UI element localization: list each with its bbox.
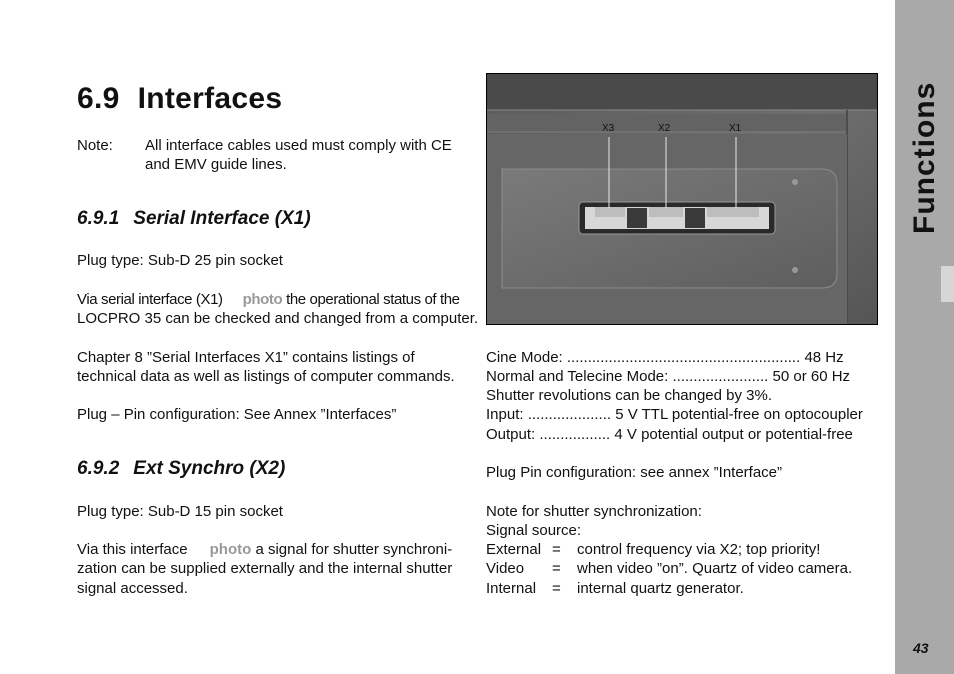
output-row <box>486 425 853 444</box>
source-row <box>486 579 744 598</box>
input-label: Input: .................... <box>486 406 612 423</box>
note-line-1: All interface cables used must comply with CE <box>145 137 452 154</box>
serial-via-post: the operational status of the <box>286 291 460 308</box>
normal-mode-row <box>486 367 850 386</box>
signal-source: Signal source: <box>486 522 582 539</box>
cine-mode-value: 48 Hz <box>804 349 844 366</box>
photo-symbol: photo <box>242 291 283 308</box>
chapter-line-2: technical data as well as listings of computer commands. <box>77 368 455 385</box>
note-sync: Note for shutter synchronization: <box>486 503 702 520</box>
note-line-2: and EMV guide lines. <box>145 156 287 173</box>
interface-panel-illustration <box>487 74 877 324</box>
section-heading <box>77 82 282 116</box>
plug-pin-config: Plug Pin configuration: see annex ”Interface” <box>486 464 783 481</box>
interface-panel-photo <box>486 73 878 325</box>
output-value: 4 V potential output or potential-free <box>614 426 853 443</box>
serial-via-line-2: LOCPRO 35 can be checked and changed from a computer. <box>77 310 479 327</box>
chapter-title: Functions <box>908 81 941 235</box>
source-eq: = <box>552 541 561 558</box>
source-term: Video <box>486 560 525 577</box>
synchro-number: 6.9.2 <box>77 458 120 479</box>
normal-mode-label: Normal and Telecine Mode: ....................... <box>486 368 769 385</box>
synchro-via-line-1 <box>77 540 452 559</box>
page-number: 43 <box>913 640 929 656</box>
synchro-plug-type: Plug type: Sub-D 15 pin socket <box>77 503 283 520</box>
output-label: Output: ................. <box>486 426 611 443</box>
source-term: Internal <box>486 580 537 597</box>
serial-plug-type: Plug type: Sub-D 25 pin socket <box>77 252 283 269</box>
label-x2: X2 <box>658 123 671 134</box>
source-row <box>486 540 820 559</box>
serial-heading <box>77 208 311 230</box>
source-desc: internal quartz generator. <box>577 580 744 597</box>
source-desc: control frequency via X2; top priority! <box>577 541 821 558</box>
chapter-line-1: Chapter 8 ”Serial Interfaces X1” contains listings of <box>77 349 415 366</box>
cine-mode-label: Cine Mode: ........................................................ <box>486 349 801 366</box>
serial-plug-config: Plug – Pin configuration: See Annex ”Interfaces” <box>77 406 397 423</box>
cine-mode-row <box>486 348 876 367</box>
serial-number: 6.9.1 <box>77 208 120 229</box>
synchro-via-line-2: zation can be supplied externally and the internal shutter <box>77 560 453 577</box>
source-row <box>486 559 852 578</box>
serial-via-pre: Via serial interface (X1) <box>77 291 223 308</box>
input-row <box>486 405 863 424</box>
section-number: 6.9 <box>77 82 120 115</box>
label-x3: X3 <box>602 123 615 134</box>
synchro-heading <box>77 458 285 480</box>
section-title: Interfaces <box>137 82 283 115</box>
source-term: External <box>486 541 542 558</box>
photo-symbol: photo <box>209 541 252 558</box>
normal-mode-value: 50 or 60 Hz <box>772 368 851 385</box>
synchro-title: Ext Synchro (X2) <box>133 458 286 479</box>
label-x1: X1 <box>729 123 742 134</box>
synchro-via-pre: Via this interface <box>77 541 188 558</box>
synchro-via-line-3: signal accessed. <box>77 580 188 597</box>
serial-via-line-1 <box>77 290 460 309</box>
source-desc: when video ”on”. Quartz of video camera. <box>577 560 853 577</box>
chapter-tab-marker <box>941 266 954 302</box>
synchro-via-post: a signal for shutter synchroni- <box>255 541 453 558</box>
note-label: Note: <box>77 137 113 154</box>
input-value: 5 V TTL potential-free on optocoupler <box>615 406 863 423</box>
source-eq: = <box>552 560 561 577</box>
source-eq: = <box>552 580 561 597</box>
serial-title: Serial Interface (X1) <box>133 208 311 229</box>
shutter-revolutions: Shutter revolutions can be changed by 3%. <box>486 387 773 404</box>
